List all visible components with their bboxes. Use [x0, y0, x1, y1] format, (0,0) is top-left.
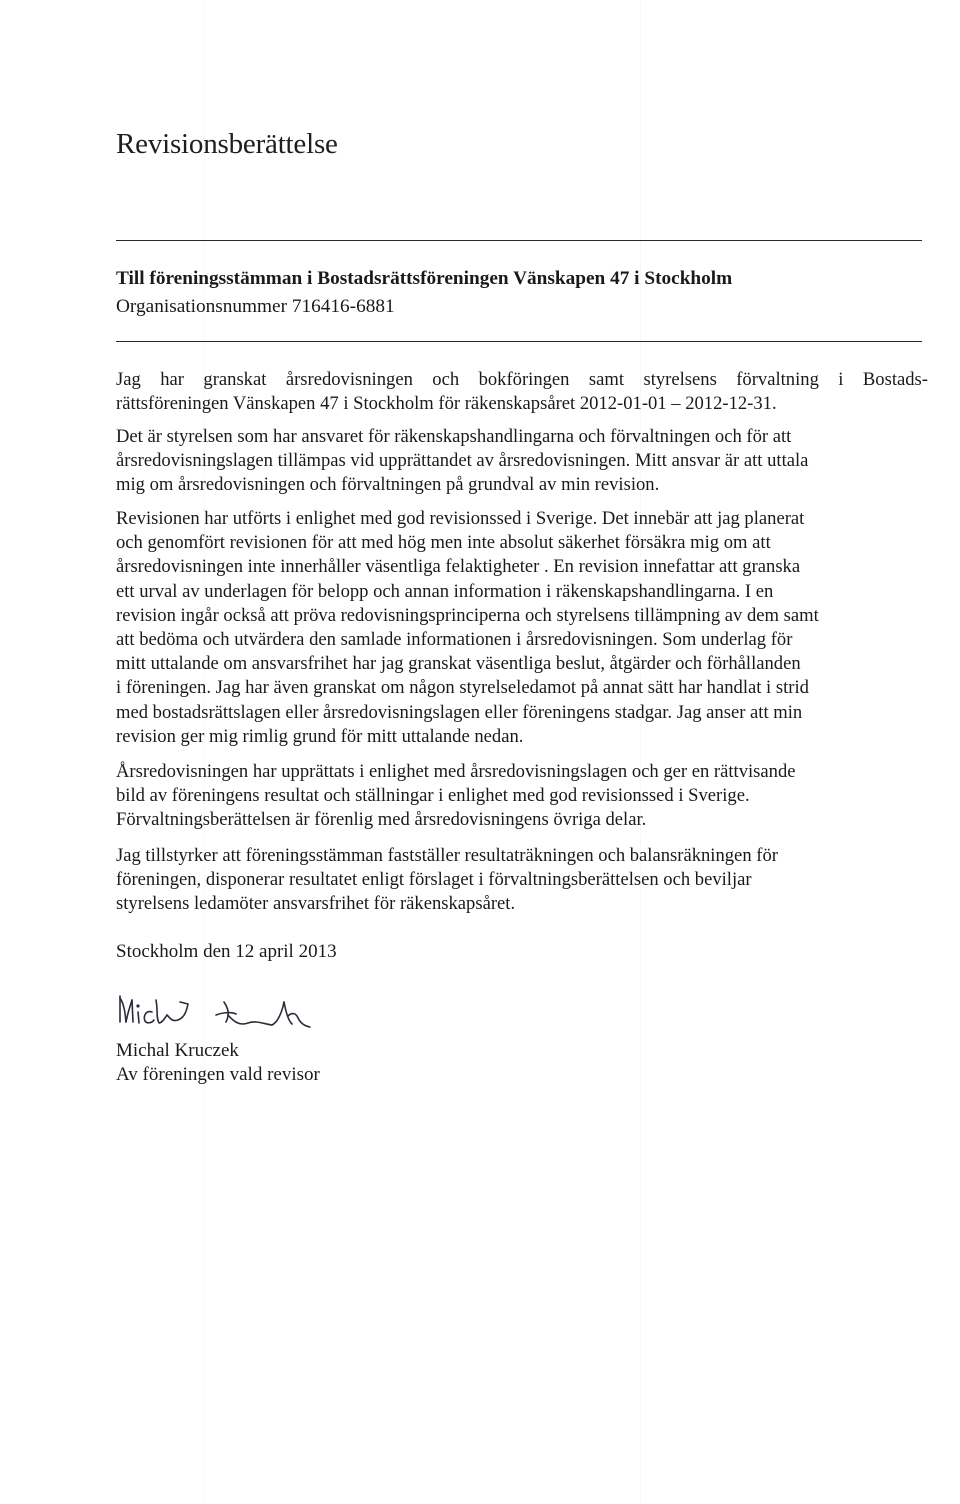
text-line: föreningen, disponerar resultatet enligt förslaget i förvaltningsberättelsen och beviljar: [116, 869, 752, 891]
text-line: revision ingår också att pröva redovisningsprinciperna och styrelsens tillämpning av dem samt: [116, 604, 819, 626]
text-line: mitt uttalande om ansvarsfrihet har jag granskat väsentliga beslut, åtgärder och förhållanden: [116, 653, 801, 675]
text-line: revision ger mig rimlig grund för mitt uttalande nedan.: [116, 725, 524, 747]
text-line: Årsredovisningen har upprättats i enlighet med årsredovisningslagen och ger en rättvisande: [116, 761, 796, 782]
text-line: årsredovisningen inte innerhåller väsentliga felaktigheter . En revision innefattar att granska: [116, 556, 801, 578]
paragraph: [116, 760, 928, 833]
text-line: med bostadsrättslagen eller årsredovisningslagen eller föreningens stadgar. Jag anser att min: [116, 701, 803, 723]
organisation-number: Organisationsnummer 716416-6881: [116, 296, 395, 317]
text-line: mig om årsredovisningen och förvaltningen på grundval av min revision.: [116, 474, 660, 496]
text-line: årsredovisningslagen tillämpas vid upprättandet av årsredovisningen. Mitt ansvar är att uttala: [116, 450, 809, 472]
paragraph: [116, 425, 928, 498]
text-line: Jag tillstyrker att föreningsstämman fastställer resultaträkningen och balansräkningen för: [116, 845, 778, 866]
text-line: Jag har granskat årsredovisningen och bokföringen samt styrelsens förvaltning i Bostads-: [116, 369, 928, 390]
paragraph: [116, 507, 928, 749]
text-line: Det är styrelsen som har ansvaret för räkenskapshandlingarna och förvaltningen och för att: [116, 426, 792, 447]
text-line: i föreningen. Jag har även granskat om någon styrelseledamot på annat sätt har handlat i strid: [116, 677, 809, 699]
text-line: att bedöma och utvärdera den samlade informationen i årsredovisningen. Som underlag för: [116, 629, 793, 651]
handwritten-signature: [112, 982, 352, 1038]
document-title: Revisionsberättelse: [116, 128, 338, 160]
text-line: bild av föreningens resultat och ställningar i enlighet med god revisionssed i Sverige.: [116, 785, 750, 807]
paragraph: [116, 368, 928, 416]
text-line: ett urval av underlagen för belopp och annan information i räkenskapshandlingarna. I en: [116, 580, 774, 602]
text-line: och genomfört revisionen för att med hög men inte absolut säkerhet försäkra mig om att: [116, 532, 771, 554]
text-line: styrelsens ledamöter ansvarsfrihet för räkenskapsåret.: [116, 893, 516, 915]
text-line: rättsföreningen Vänskapen 47 i Stockholm för räkenskapsåret 2012-01-01 – 2012-12-31.: [116, 393, 777, 415]
place-and-date: Stockholm den 12 april 2013: [116, 941, 337, 962]
text-line: Förvaltningsberättelsen är förenlig med årsredovisningens övriga delar.: [116, 809, 647, 831]
paragraph: [116, 844, 928, 917]
divider: [116, 341, 922, 342]
signer-role: Av föreningen vald revisor: [116, 1064, 320, 1085]
recipient-heading: Till föreningsstämman i Bostadsrättsföreningen Vänskapen 47 i Stockholm: [116, 268, 733, 289]
scan-fold-line: [640, 0, 641, 1504]
divider: [116, 240, 922, 241]
text-line: Revisionen har utförts i enlighet med god revisionssed i Sverige. Det innebär att jag planerat: [116, 508, 805, 529]
signer-name: Michal Kruczek: [116, 1040, 239, 1061]
scan-fold-line: [204, 0, 205, 1504]
